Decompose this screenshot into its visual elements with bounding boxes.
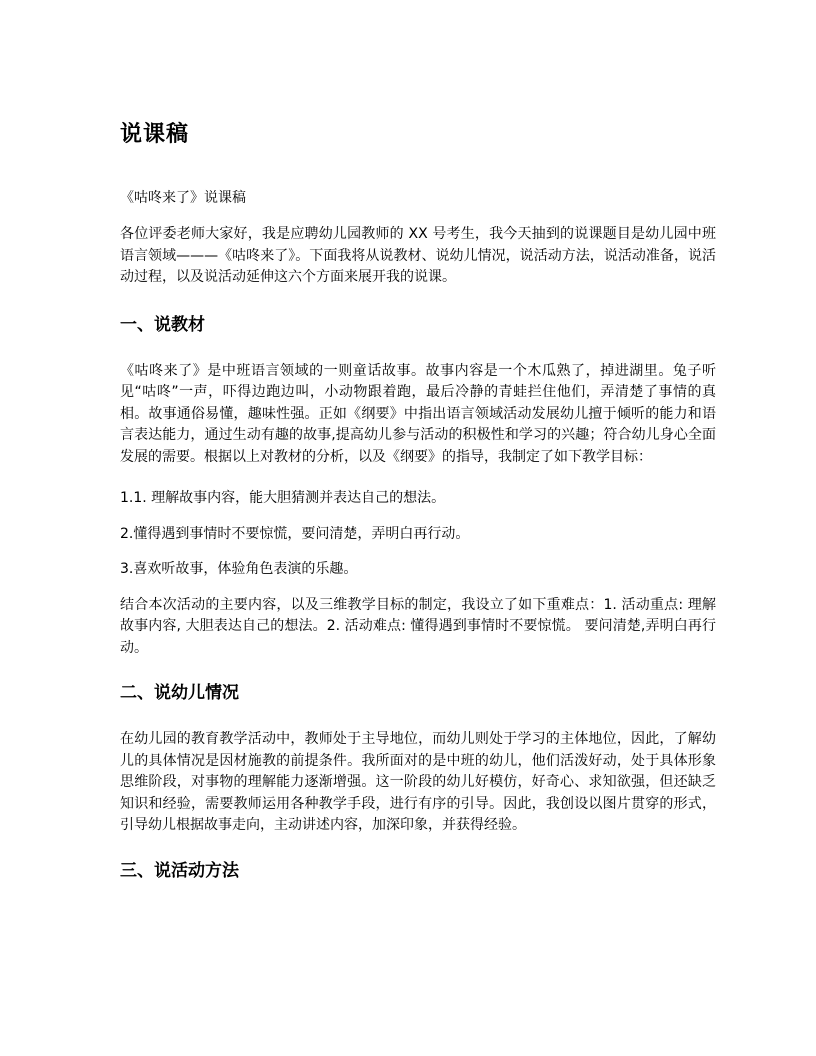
document-subtitle: 《咕咚来了》说课稿 xyxy=(120,190,246,206)
intro-paragraph: 各位评委老师大家好，我是应聘幼儿园教师的 XX 号考生，我今天抽到的说课题目是幼儿园中班语言领域———《咕咚来了》。下面我将从说教材、说幼儿情况，说活动方法，说活动准备，说活动过程，以及说活动延伸这六个方面来展开我的说课。 xyxy=(120,226,716,285)
key-points-paragraph: 结合本次活动的主要内容，以及三维教学目标的制定，我设立了如下重难点：1. 活动重点: 理解故事内容, 大胆表达自己的想法。2. 活动难点: 懂得遇到事情时不要惊慌。 要问清楚,弄明白再行动。 xyxy=(120,596,716,656)
teaching-goal-1: 1.1. 理解故事内容，能大胆猜测并表达自己的想法。 xyxy=(120,490,446,506)
section-heading-methods: 三、说活动方法 xyxy=(120,860,239,881)
section-heading-children: 二、说幼儿情况 xyxy=(120,683,239,703)
children-paragraph: 在幼儿园的教育教学活动中，教师处于主导地位，而幼儿则处于学习的主体地位，因此，了解幼儿的具体情况是因材施教的前提条件。我所面对的是中班的幼儿，他们活泼好动，处于具体形象思维阶段，对事物的理解能力逐渐增强。这一阶段的幼儿好模仿，好奇心、求知欲强，但还缺乏知识和经验，需要教师运用各种教学手段，进行有序的引导。因此，我创设以图片贯穿的形式，引导幼儿根据故事走向，主动讲述内容，加深印象，并获得经验。 xyxy=(120,731,716,833)
section-heading-teaching-material: 一、说教材 xyxy=(120,314,205,335)
document-title: 说课稿 xyxy=(120,122,190,147)
teaching-goal-2: 2.懂得遇到事情时不要惊慌，要问清楚，弄明白再行动。 xyxy=(120,525,470,542)
teaching-material-paragraph: 《咕咚来了》是中班语言领域的一则童话故事。故事内容是一个木瓜熟了，掉进湖里。兔子听见“咕咚”一声，吓得边跑边叫，小动物跟着跑，最后冷静的青蛙拦住他们，弄清楚了事情的真相。故事通俗易懂，趣味性强。正如《纲要》中指出语言领域活动发展幼儿擅于倾听的能力和语言表达能力，通过生动有趣的故事,提高幼儿参与活动的积极性和学习的兴趣；符合幼儿身心全面发展的需要。根据以上对教材的分析，以及《纲要》的指导，我制定了如下教学目标： xyxy=(120,362,716,465)
teaching-goal-3: 3.喜欢听故事，体验角色表演的乐趣。 xyxy=(120,561,358,577)
